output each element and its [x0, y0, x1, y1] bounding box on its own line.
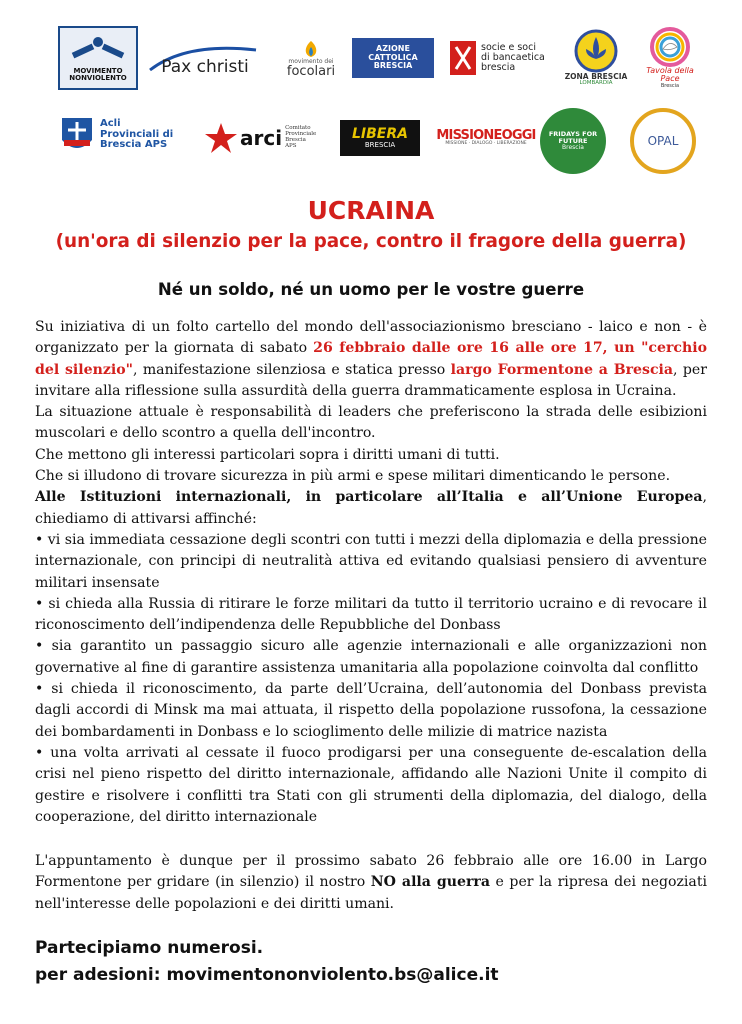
agesci-emblem-icon	[574, 29, 618, 73]
request-item: • si chieda alla Russia di ritirare le forze militari da tutto il territorio ucraino e di revocare il riconoscimento dell’indipendenza delle Repubbliche del Donbass	[35, 595, 707, 634]
azione-cattolica-logo: AZIONE CATTOLICA BRESCIA	[352, 38, 434, 78]
arci-star-icon	[204, 121, 238, 155]
event-date: 26 febbraio dalle ore 16 alle ore 17, un "cerchio del silenzio"	[35, 340, 707, 378]
paragraph: Che si illudono di trovare sicurezza in più armi e spese militari dimenticando le persone.	[35, 468, 671, 485]
closing-paragraph: L'appuntamento è dunque per il prossimo sabato 26 febbraio alle ore 16.00 in Largo Formentone per gridare (in silenzio) il nostro NO alla guerra e per la ripresa dei negoziati nell'interesse delle popolazioni e dei diritti umani.	[35, 853, 707, 912]
missioneoggi-logo: MISSIONEOGGI MISSIONE · DIALOGO · LIBERAZIONE	[436, 127, 536, 147]
fridays-for-future-logo: FRIDAYS FOR FUTURE Brescia	[540, 108, 606, 174]
paragraph: Che mettono gli interessi particolari sopra i diritti umani di tutti.	[35, 446, 500, 463]
acli-emblem-icon	[58, 114, 96, 156]
partner-logos	[0, 0, 742, 160]
page-subtitle: (un'ora di silenzio per la pace, contro il fragore della guerra)	[55, 231, 687, 252]
request-intro: Alle Istituzioni internazionali, in particolare all’Italia e all’Unione Europea, chiediamo di attivarsi affinché:	[35, 489, 707, 527]
bancaetica-mark-icon	[450, 41, 476, 75]
request-item: • sia garantito un passaggio sicuro alle agenzie internazionali e alle organizzazioni non governative al fine di garantire assistenza umanitaria alla popolazione coinvolta dal conflitto	[35, 638, 707, 676]
acli-logo: Acli Provinciali di Brescia APS	[58, 112, 176, 158]
no-war-emphasis: NO alla guerra	[370, 874, 490, 891]
page-title: UCRAINA	[307, 196, 435, 225]
slogan: Né un soldo, né un uomo per le vostre guerre	[157, 280, 585, 299]
contact-email: per adesioni: movimentononviolento.bs@alice.it	[35, 965, 499, 985]
focolari-flame-icon	[300, 39, 322, 59]
tavola-della-pace-logo: Tavola della Pace Brescia	[640, 26, 700, 90]
agesci-logo: ZONA BRESCIA LOMBARDIA	[562, 22, 630, 94]
bancaetica-logo: socie e soci di bancaetica brescia	[450, 36, 550, 80]
arci-logo: arci Comitato Provinciale Brescia APS	[204, 112, 312, 164]
opal-logo: OPAL	[630, 108, 696, 174]
request-item: • si chieda il riconoscimento, da parte dell’Ucraina, dell’autonomia del Donbass prevista dagli accordi di Minsk ma mai attuata, il rispetto della popolazione russofona, la cessazione dei bombardamenti in Donbass e lo scioglimento delle milizie di matrice nazista	[35, 681, 707, 740]
appeal-body	[35, 317, 707, 828]
request-item: • una volta arrivati al cessate il fuoco prodigarsi per una conseguente de-escalation della crisi nel pieno rispetto del diritto internazionale, affidando alle Nazioni Unite il compito di gestire e risolvere i conflitti tra Stati con gli strumenti della diplomazia, del dialogo, della cooperazione, del diritto internazionale	[35, 744, 707, 825]
broken-rifle-icon	[68, 34, 128, 68]
call-to-action	[35, 935, 715, 989]
rainbow-dove-icon	[647, 27, 693, 67]
pax-christi-logo: Pax christi	[146, 40, 264, 84]
request-item: • vi sia immediata cessazione degli scontri con tutti i mezzi della diplomazia e della pressione internazionale, con principi di neutralità attiva ed evitando qualsiasi pensiero di avventure militari insensate	[35, 531, 707, 591]
libera-logo: LIBERA BRESCIA	[340, 120, 420, 156]
event-place: largo Formentone a Brescia	[450, 361, 674, 378]
focolari-logo: movimento dei focolari	[280, 28, 342, 90]
movimento-nonviolento-logo: MOVIMENTO NONVIOLENTO	[58, 26, 138, 90]
intro-paragraph: Su iniziativa di un folto cartello del mondo dell'associazionismo bresciano - laico e non - è organizzato per la giornata di sabato 26 febbraio dalle ore 16 alle ore 17, un "cerchio del silenzio", manifestazione silenziosa e statica presso largo Formentone a Brescia, per invitare alla riflessione sulla assurdità della guerra drammaticamente esplosa in Ucraina.	[35, 319, 707, 399]
participate-line: Partecipiamo numerosi.	[35, 938, 264, 958]
paragraph: La situazione attuale è responsabilità di leaders che preferiscono la strada delle esibizioni muscolari e dello scontro a quella dell'incontro.	[35, 404, 707, 442]
